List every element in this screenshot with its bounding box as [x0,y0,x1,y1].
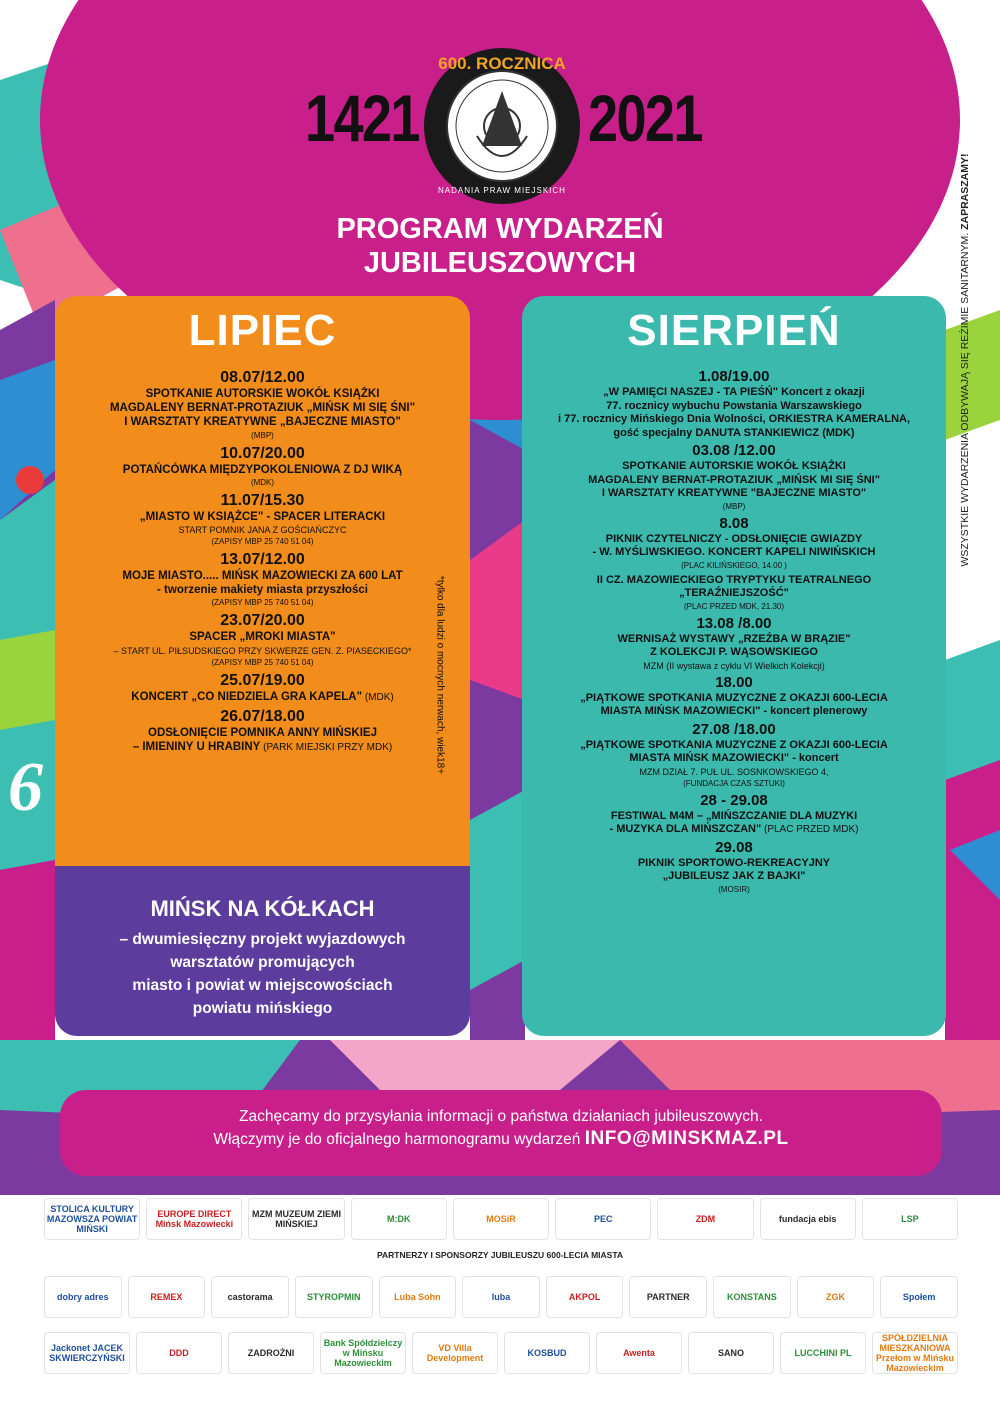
sponsor-logo: fundacja ebis [760,1198,856,1240]
event-title-line: II CZ. MAZOWIECKIEGO TRYPTYKU TEATRALNEGO [596,573,872,586]
sponsor-logo: castorama [211,1276,289,1318]
sponsor-logo: PEC [555,1198,651,1240]
event-date: 8.08 [719,514,749,532]
event-venue: (PARK MIEJSKI PRZY MDK) [260,742,393,754]
sponsor-logo: luba [462,1276,540,1318]
event-venue: (MBP) [722,501,746,511]
sponsor-logo: DDD [136,1332,222,1374]
event-title-line: „JUBILEUSZ JAK Z BAJKI" [662,870,806,882]
event-item [522,792,946,837]
emblem-arc-label: NADANIA PRAW MIEJSKICH [438,186,566,195]
event-item [522,615,946,672]
event-venue: (MBP) [251,430,274,440]
event-title-line: – IMIENINY U HRABINY (PARK MIEJSKI PRZY MDK) [132,741,393,754]
sanitary-note-invite: ZAPRASZAMY! [959,153,971,230]
event-item [55,707,470,755]
event-date: 1.08/19.00 [698,368,770,385]
event-item [522,574,946,613]
july-heading: LIPIEC [188,306,337,355]
event-title-line: I WARSZTATY KREATYWNE "BAJECZNE MIASTO" [601,487,867,499]
sponsor-logo: Społem [880,1276,958,1318]
event-date: 25.07/19.00 [220,671,305,689]
sponsor-logos-row-1 [40,1276,960,1324]
event-title-line: gość specjalny DANUTA STANKIEWICZ (MDK) [613,426,855,439]
sponsor-logos-row-2 [40,1332,960,1380]
event-title-line: „MIASTO W KSIĄŻCE" - SPACER LITERACKI [139,510,386,523]
sponsor-logo: VD Villa Development [412,1332,498,1374]
event-item [55,368,470,442]
july-panel [55,296,470,866]
minsk-on-wheels-heading: MIŃSK NA KÓŁKACH [150,896,375,921]
event-location: START POMNIK JANA Z GOŚCIAŃCZYC [178,525,347,536]
event-title-line: POTAŃCÓWKA MIĘDZYPOKOLENIOWA Z DJ WIKĄ [122,463,403,476]
event-date: 11.07/15.30 [220,491,305,509]
event-venue: (PLAC PRZED MDK, 21.30) [683,601,785,611]
event-title-line: i 77. rocznicy Mińskiego Dnia Wolności, ORKIESTRA KAMERALNA, [557,413,911,425]
event-venue: (MDK) [362,691,394,703]
event-title-line: - MUZYKA DLA MIŃSZCZAN" (PLAC PRZED MDK) [609,823,859,835]
minsk-on-wheels-description [55,928,470,1020]
age-note-text: *tylko dla ludzi o mocnych nerwach, wiek18+ [434,575,446,775]
sponsor-logo: EUROPE DIRECT Mińsk Mazowiecki [146,1198,242,1240]
sponsor-logo: ZADROŻNI [228,1332,314,1374]
event-title-line: MIASTA MIŃSK MAZOWIECKI" - koncert [629,752,839,764]
event-venue: (ZAPISY MBP 25 740 51 04) [211,598,314,608]
minsk-line: – dwumiesięczny projekt wyjazdowych [119,931,406,948]
event-location: MZM DZIAŁ 7. PUŁ UL. SOSNKOWSKIEGO 4, [639,766,829,777]
event-date: 18.00 [715,673,753,691]
organizer-logos [40,1198,960,1244]
event-item [55,550,470,609]
event-item [522,721,946,790]
sponsor-logo: SANO [688,1332,774,1374]
event-title-line: ODSŁONIĘCIE POMNIKA ANNY MIŃSKIEJ [148,726,377,739]
sponsor-logo: M:DK [351,1198,447,1240]
july-events [55,368,470,757]
event-venue: (MOSIR) [718,884,750,894]
minsk-line: warsztatów promujących [170,954,355,971]
sponsor-logo: KOSBUD [504,1332,590,1374]
sponsor-logo: ZGK [797,1276,875,1318]
sponsor-logo: Bank Spółdzielczy w Mińsku Mazowieckim [320,1332,406,1374]
event-date: 13.07/12.00 [220,551,305,569]
page-title [200,212,800,280]
event-venue: (FUNDACJA CZAS SZTUKI) [683,778,785,788]
sponsor-logo: KONSTANS [713,1276,791,1318]
event-title-line: Z KOLEKCJI P. WĄSOWSKIEGO [650,646,818,658]
event-title-line: PIKNIK SPORTOWO-REKREACYJNY [637,856,831,869]
event-title-line: SPOTKANIE AUTORSKIE WOKÓŁ KSIĄŻKI [622,460,846,472]
minsk-on-wheels-panel [55,866,470,1036]
event-title-line: SPACER „MROKI MIASTA" [189,631,336,644]
event-item [522,674,946,719]
event-date: 10.07/20.00 [220,444,305,462]
event-title-line: „PIĄTKOWE SPOTKANIA MUZYCZNE Z OKAZJI 600-LECIA [580,738,888,751]
sponsor-logo: LSP [862,1198,958,1240]
event-title-line: SPOTKANIE AUTORSKIE WOKÓŁ KSIĄŻKI [145,388,380,400]
event-venue: (ZAPISY MBP 25 740 51 04) [211,657,314,667]
event-date: 26.07/18.00 [220,707,305,725]
event-date: 08.07/12.00 [220,369,305,386]
sponsor-logo: Luba Sohn [379,1276,457,1318]
event-item [522,442,946,513]
event-venue: (PLAC PRZED MDK) [761,824,859,835]
sanitary-note-text: WSZYSTKIE WYDARZENIA ODBYWAJĄ SIĘ REŻIMIE SANITARNYM. [959,229,971,567]
sponsor-logo: AKPOL [546,1276,624,1318]
sponsor-logo: REMEX [128,1276,206,1318]
info-line-2 [60,1128,942,1151]
sponsor-logo: PARTNER [629,1276,707,1318]
year-start: 1421 [305,81,419,155]
sanitary-note [955,80,975,640]
event-location: MZM (II wystawa z cyklu VI Wielkich Kolekcji) [643,660,825,671]
info-email-link[interactable]: INFO@MINSKMAZ.PL [584,1128,789,1149]
event-venue: (PLAC KILIŃSKIEGO, 14.00 ) [681,560,787,570]
event-item [55,671,470,705]
svg-text:6: 6 [8,749,43,826]
event-title-line: MOJE MIASTO..... MIŃSK MAZOWIECKI ZA 600 LAT [122,570,403,583]
event-item [522,515,946,572]
anniversary-emblem [422,46,582,206]
august-events [522,368,946,898]
event-date: 03.08 /12.00 [692,442,776,459]
event-date: 13.08 /8.00 [696,614,772,632]
event-title-line: FESTIWAL M4M – „MIŃSZCZANIE DLA MUZYKI [610,809,858,822]
title-line-1: PROGRAM WYDARZEŃ [336,213,664,245]
event-item [55,491,470,548]
event-title-line: „W PAMIĘCI NASZEJ - TA PIEŚŃ" Koncert z okazji [603,386,865,398]
event-title-line: I WARSZTATY KREATYWNE „BAJECZNE MIASTO" [124,416,401,429]
event-venue: (MDK) [250,477,275,487]
sponsor-logo: Awenta [596,1332,682,1374]
partners-label: PARTNERZY I SPONSORZY JUBILEUSZU 600-LECIA MIASTA [376,1250,624,1260]
sponsor-logo: SPÓŁDZIELNIA MIESZKANIOWA Przełom w Mińsku Mazowieckim [872,1332,958,1374]
event-title-line: „TERAŹNIEJSZOŚĆ" [679,587,789,599]
event-item [55,444,470,489]
info-line-1: Zachęcamy do przysyłania informacji o państwa działaniach jubileuszowych. [239,1108,763,1125]
event-title-line: KONCERT „CO NIEDZIELA GRA KAPELA" (MDK) [131,690,394,703]
info-line-2-text: Włączymy je do oficjalnego harmonogramu wydarzeń [213,1131,585,1148]
august-heading: SIERPIEŃ [627,306,841,355]
event-item [522,839,946,896]
event-title-line: WERNISAŻ WYSTAWY „RZEŹBA W BRĄZIE" [617,632,851,645]
sponsor-logo: dobry adres [44,1276,122,1318]
august-panel [522,296,946,1036]
minsk-line: powiatu mińskiego [192,1000,333,1017]
sponsor-logo: Jackonet JACEK SKWIERCZYŃSKI [44,1332,130,1374]
event-date: 29.08 [715,838,753,856]
event-title-line: MAGDALENY BERNAT-PROTAZIUK „MIŃSK MI SIĘ ŚNI" [109,402,416,415]
event-date: 23.07/20.00 [220,612,305,630]
event-location: – START UL. PIŁSUDSKIEGO PRZY SKWERZE GEN. Z. PIASECKIEGO* [113,645,412,656]
event-title-line: MIASTA MIŃSK MAZOWIECKI" - koncert plenerowy [600,705,868,717]
event-title-line: MAGDALENY BERNAT-PROTAZIUK „MIŃSK MI SIĘ ŚNI" [588,473,880,486]
sponsor-logo: MZM MUZEUM ZIEMI MIŃSKIEJ [248,1198,344,1240]
sponsor-logo: ZDM [657,1198,753,1240]
minsk-line: miasto i powiat w miejscowościach [132,977,393,994]
sponsor-logo: LUCCHINI PL [780,1332,866,1374]
sponsor-logo: MOSiR [453,1198,549,1240]
event-item [522,368,946,440]
event-title-line: - W. MYŚLIWSKIEGO. KONCERT KAPELI NIWIŃSKICH [592,546,876,558]
sponsor-logo: STOLICA KULTURY MAZOWSZA POWIAT MIŃSKI [44,1198,140,1240]
event-date: 28 - 29.08 [700,791,768,809]
event-title-line: „PIĄTKOWE SPOTKANIA MUZYCZNE Z OKAZJI 600-LECIA [580,691,888,704]
event-title-line: PIKNIK CZYTELNICZY - ODSŁONIĘCIE GWIAZDY [605,532,863,545]
info-banner [60,1090,942,1176]
event-item [55,611,470,668]
event-venue: (ZAPISY MBP 25 740 51 04) [211,537,314,547]
event-title-line: 77. rocznicy wybuchu Powstania Warszawskiego [606,399,862,412]
emblem-anniversary-label: 600. ROCZNICA [438,54,566,73]
sponsor-logo: STYROPMIN [295,1276,373,1318]
title-line-2: JUBILEUSZOWYCH [363,247,637,279]
event-title-line: - tworzenie makiety miasta przyszłości [157,584,368,597]
year-end: 2021 [588,81,702,155]
age-note [432,530,448,820]
event-date: 27.08 /18.00 [692,720,776,738]
